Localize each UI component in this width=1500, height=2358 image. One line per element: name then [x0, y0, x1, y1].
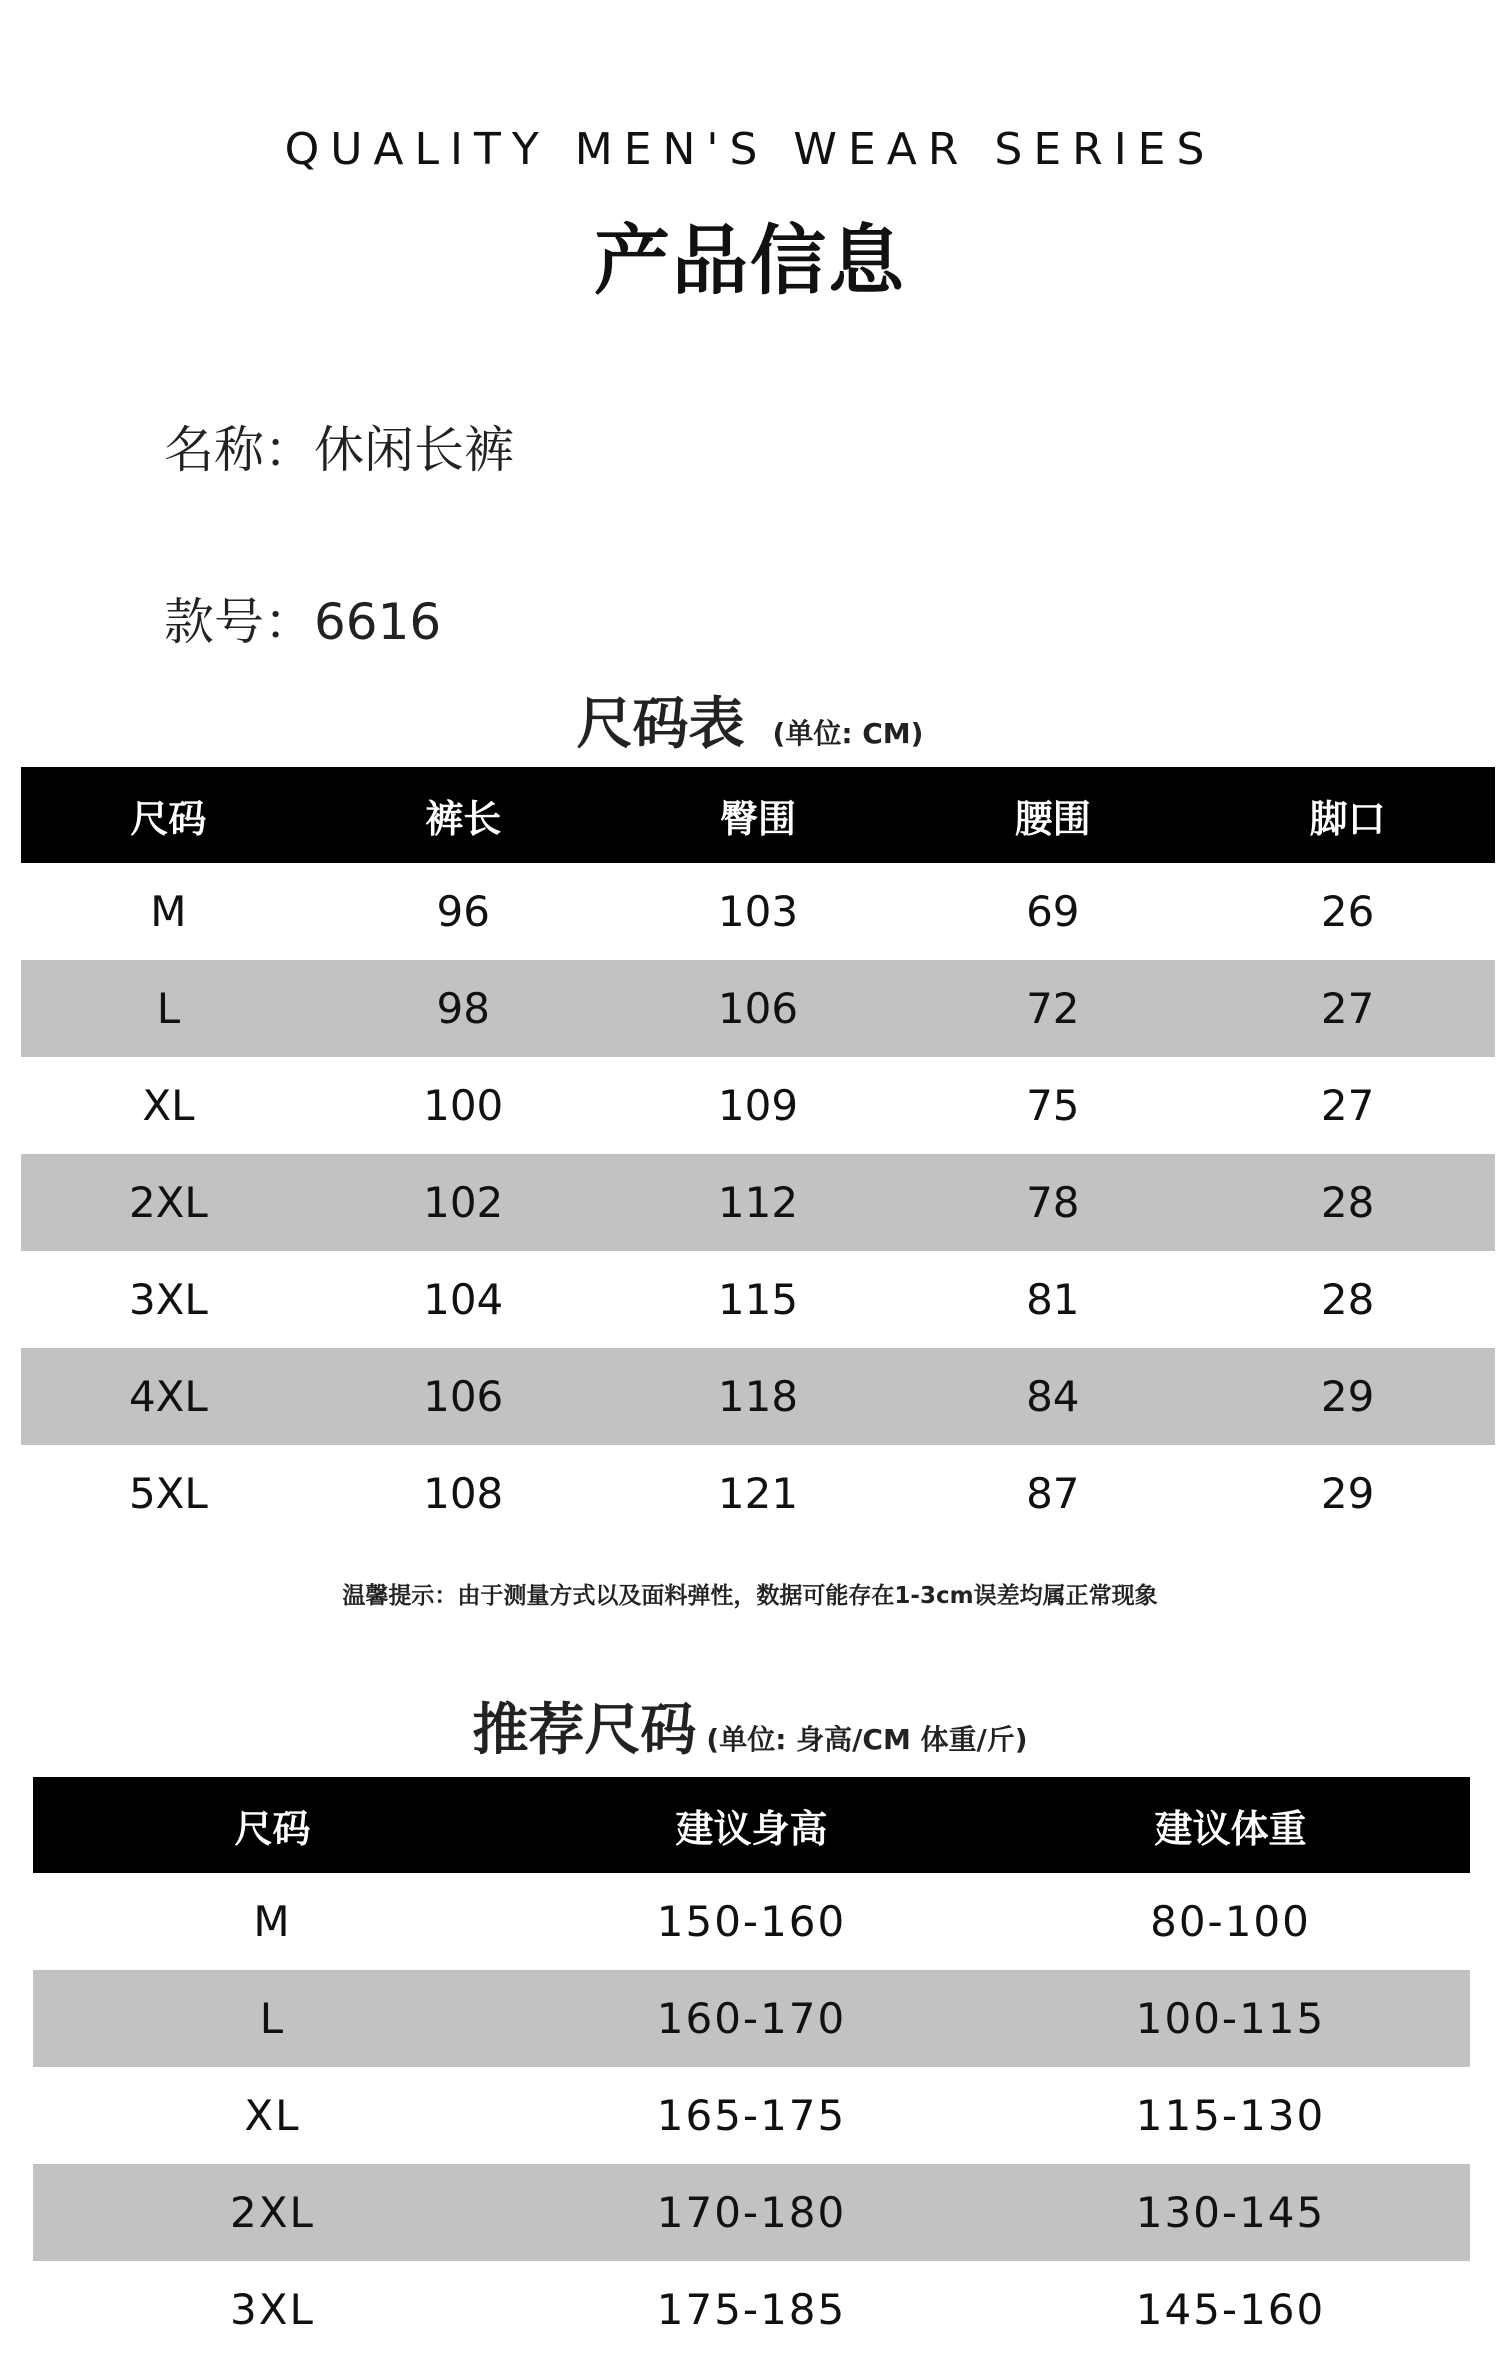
table-cell: 26: [1320, 887, 1375, 936]
table-cell: 102: [316, 1154, 611, 1251]
table-row: [21, 1057, 1495, 1154]
table-cell: 112: [611, 1154, 906, 1251]
size-chart-unit: (单位: CM): [772, 717, 924, 750]
table-cell: 100-115: [991, 1970, 1470, 2067]
table-cell: 115-130: [1135, 2091, 1326, 2140]
table-cell: 175-185: [656, 2285, 847, 2334]
recommend-table: [33, 1777, 1470, 2358]
page-title: 产品信息: [594, 216, 906, 305]
table-cell: 106: [316, 1348, 611, 1445]
table-cell: 80-100: [1150, 1897, 1311, 1946]
table-cell: 160-170: [512, 1970, 991, 2067]
series-subtitle: QUALITY MEN'S WEAR SERIES: [284, 124, 1216, 175]
recommend-heading: [0, 1686, 1500, 1766]
table-cell: 27: [1320, 1081, 1375, 1130]
table-cell: 170-180: [512, 2164, 991, 2261]
table-cell: 106: [611, 960, 906, 1057]
size-col-header: 尺码: [33, 1777, 512, 1873]
table-row: [33, 2261, 1470, 2358]
table-cell: 145-160: [1135, 2285, 1326, 2334]
table-cell: 150-160: [656, 1897, 847, 1946]
table-row: [21, 1154, 1495, 1251]
table-cell: 87: [1026, 1469, 1080, 1518]
length-col-header: 裤长: [316, 767, 611, 863]
size-chart-table: [21, 767, 1495, 1542]
table-cell: 3XL: [230, 2285, 315, 2334]
size-col-header: 尺码: [21, 767, 316, 863]
height-col-header: 建议身高: [512, 1777, 991, 1873]
product-name: 名称：休闲长裤: [164, 421, 514, 479]
weight-col-header: 建议体重: [991, 1777, 1470, 1873]
table-row: [33, 1873, 1470, 1970]
table-cell: 5XL: [128, 1469, 208, 1518]
table-cell: M: [150, 887, 187, 936]
table-cell: 130-145: [991, 2164, 1470, 2261]
table-cell: XL: [244, 2091, 301, 2140]
table-cell: L: [21, 960, 316, 1057]
table-cell: 108: [423, 1469, 504, 1518]
table-cell: 81: [1026, 1275, 1080, 1324]
table-cell: 2XL: [21, 1154, 316, 1251]
table-cell: 165-175: [656, 2091, 847, 2140]
table-row: [21, 1251, 1495, 1348]
table-cell: 115: [717, 1275, 799, 1324]
table-cell: 109: [717, 1081, 799, 1130]
table-cell: M: [253, 1897, 292, 1946]
table-cell: 96: [436, 887, 490, 936]
table-cell: L: [33, 1970, 512, 2067]
table-row: [21, 863, 1495, 960]
table-cell: 104: [423, 1275, 504, 1324]
recommend-unit: (单位: 身高/CM 体重/斤): [706, 1723, 1028, 1756]
table-cell: 29: [1320, 1469, 1375, 1518]
table-cell: 2XL: [33, 2164, 512, 2261]
size-chart-header-row: [21, 767, 1495, 863]
table-row: [33, 2067, 1470, 2164]
table-cell: 121: [717, 1469, 799, 1518]
table-cell: 4XL: [21, 1348, 316, 1445]
table-cell: 78: [905, 1154, 1200, 1251]
table-cell: 100: [423, 1081, 504, 1130]
table-cell: 103: [717, 887, 799, 936]
table-cell: 29: [1200, 1348, 1495, 1445]
recommend-header-row: [33, 1777, 1470, 1873]
table-row: [21, 1348, 1495, 1445]
table-cell: 69: [1026, 887, 1080, 936]
table-cell: 3XL: [128, 1275, 208, 1324]
product-code: 款号：6616: [164, 593, 442, 651]
table-cell: 75: [1026, 1081, 1080, 1130]
table-cell: 27: [1200, 960, 1495, 1057]
recommend-title: 推荐尺码: [472, 1698, 697, 1763]
table-cell: 84: [905, 1348, 1200, 1445]
table-cell: 118: [611, 1348, 906, 1445]
table-row: [33, 1970, 1470, 2067]
table-cell: 28: [1320, 1275, 1375, 1324]
size-chart-title: 尺码表: [576, 692, 745, 757]
table-row: [33, 2164, 1470, 2261]
table-cell: XL: [142, 1081, 195, 1130]
table-cell: 72: [905, 960, 1200, 1057]
table-row: [21, 960, 1495, 1057]
hip-col-header: 臀围: [611, 767, 906, 863]
table-cell: 98: [316, 960, 611, 1057]
size-chart-heading: [0, 680, 1500, 760]
table-cell: 28: [1200, 1154, 1495, 1251]
waist-col-header: 腰围: [905, 767, 1200, 863]
measurement-tip: 温馨提示：由于测量方式以及面料弹性，数据可能存在1-3cm误差均属正常现象: [342, 1583, 1158, 1609]
table-row: [21, 1445, 1495, 1542]
hem-col-header: 脚口: [1200, 767, 1495, 863]
